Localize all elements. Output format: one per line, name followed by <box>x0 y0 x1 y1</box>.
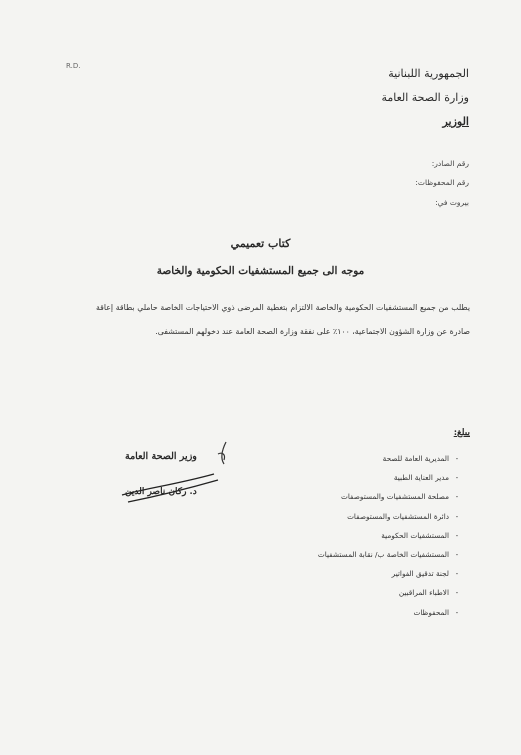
signatory-title: وزير الصحة العامة <box>125 451 197 462</box>
signatory-name: د. ركان ناصر الدين <box>125 487 197 497</box>
issue-number-label: رقم الصادر: <box>431 159 469 168</box>
list-item: -مدير العناية الطبية <box>393 473 459 483</box>
list-item: -المستشفيات الحكومية <box>381 530 459 540</box>
handwritten-signature <box>118 440 228 510</box>
list-item: -المحفوظات <box>413 607 459 617</box>
header-minister: الوزير <box>442 115 469 128</box>
list-item: -الاطباء المراقبين <box>398 588 459 598</box>
document-subtitle: موجه الى جميع المستشفيات الحكومية والخاصة <box>156 265 365 277</box>
list-item: -مصلحة المستشفيات والمستوصفات <box>340 492 459 502</box>
archive-number-label: رقم المحفوظات: <box>415 178 469 187</box>
header-republic: الجمهورية اللبنانية <box>388 67 469 80</box>
list-item: -المديرية العامة للصحة <box>382 454 459 463</box>
header-ministry: وزارة الصحة العامة <box>381 91 469 104</box>
reference-mark: R.D. <box>66 62 81 70</box>
place-date-label: بيروت في: <box>435 198 469 207</box>
list-item: -المستشفيات الخاصة ب/ نقابة المستشفيات <box>317 549 459 559</box>
list-item: -دائرة المستشفيات والمستوصفات <box>347 511 459 521</box>
distribution-list <box>318 449 461 622</box>
list-item: -لجنة تدقيق الفواتير <box>391 569 459 579</box>
body-paragraph: يطلب من جميع المستشفيات الحكومية والخاصة الالتزام بتغطية المرضى ذوي الاحتياجات الخاصة حاملي بطاقة إعاقة صادرة عن وزارة الشؤون الاجتماعية، ١٠٠٪ على نفقة وزارة الصحة العامة عند دخولهم المستشفى. <box>96 303 470 336</box>
document-title: كتاب تعميمي <box>230 237 291 250</box>
notify-heading: يبلغ: <box>453 428 470 438</box>
